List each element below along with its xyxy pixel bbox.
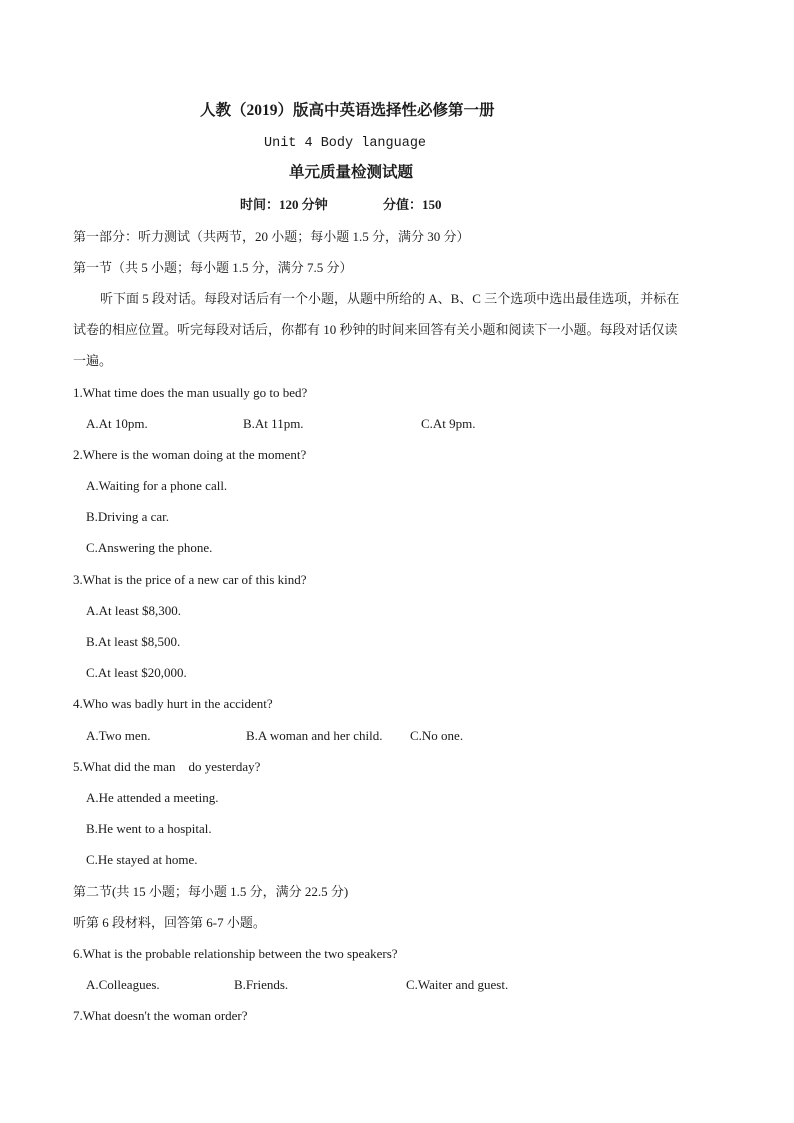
question-3: 3.What is the price of a new car of this kind? [73, 572, 307, 587]
q2-option-a: A.Waiting for a phone call. [86, 478, 228, 493]
question-4: 4.Who was badly hurt in the accident? [73, 696, 273, 711]
exam-title: 人教（2019）版高中英语选择性必修第一册 [200, 102, 495, 119]
question-1: 1.What time does the man usually go to bed? [73, 385, 308, 400]
section2-heading: 第二节(共 15 小题；每小题 1.5 分，满分 22.5 分) [73, 884, 349, 899]
q6-option-c: C.Waiter and guest. [406, 977, 509, 992]
q3-option-a: A.At least $8,300. [86, 603, 181, 618]
q2-option-c: C.Answering the phone. [86, 540, 213, 555]
q6-option-b: B.Friends. [234, 977, 289, 992]
q1-option-a: A.At 10pm. [86, 416, 148, 431]
part1-heading: 第一部分：听力测试（共两节，20 小题；每小题 1.5 分，满分 30 分） [73, 229, 470, 244]
question-5: 5.What did the man do yesterday? [73, 759, 261, 774]
q6-option-a: A.Colleagues. [86, 977, 160, 992]
exam-subtitle: 单元质量检测试题 [289, 164, 414, 181]
q4-option-a: A.Two men. [86, 728, 151, 743]
exam-time: 时间：120 分钟 [240, 197, 328, 212]
question-7: 7.What doesn't the woman order? [73, 1008, 248, 1023]
question-2: 2.Where is the woman doing at the moment? [73, 447, 307, 462]
instructions-line-3: 一遍。 [73, 353, 113, 368]
instructions-line-1: 听下面 5 段对话。每段对话后有一个小题，从题中所给的 A、B、C 三个选项中选出最佳选项，并标在 [100, 291, 680, 306]
exam-score: 分值：150 [383, 197, 442, 212]
q1-option-b: B.At 11pm. [243, 416, 304, 431]
q1-option-c: C.At 9pm. [421, 416, 476, 431]
q4-option-b: B.A woman and her child. [246, 728, 383, 743]
q3-option-b: B.At least $8,500. [86, 634, 181, 649]
question-6: 6.What is the probable relationship between the two speakers? [73, 946, 398, 961]
section2-note: 听第 6 段材料，回答第 6-7 小题。 [73, 915, 266, 930]
unit-title: Unit 4 Body language [264, 136, 427, 151]
q5-option-c: C.He stayed at home. [86, 852, 198, 867]
section1-heading: 第一节（共 5 小题；每小题 1.5 分，满分 7.5 分） [73, 260, 353, 275]
q2-option-b: B.Driving a car. [86, 509, 170, 524]
q5-option-a: A.He attended a meeting. [86, 790, 219, 805]
q3-option-c: C.At least $20,000. [86, 665, 187, 680]
instructions-line-2: 试卷的相应位置。听完每段对话后，你都有 10 秒钟的时间来回答有关小题和阅读下一小题。每段对话仅读 [73, 322, 678, 337]
q4-option-c: C.No one. [410, 728, 464, 743]
q5-option-b: B.He went to a hospital. [86, 821, 212, 836]
